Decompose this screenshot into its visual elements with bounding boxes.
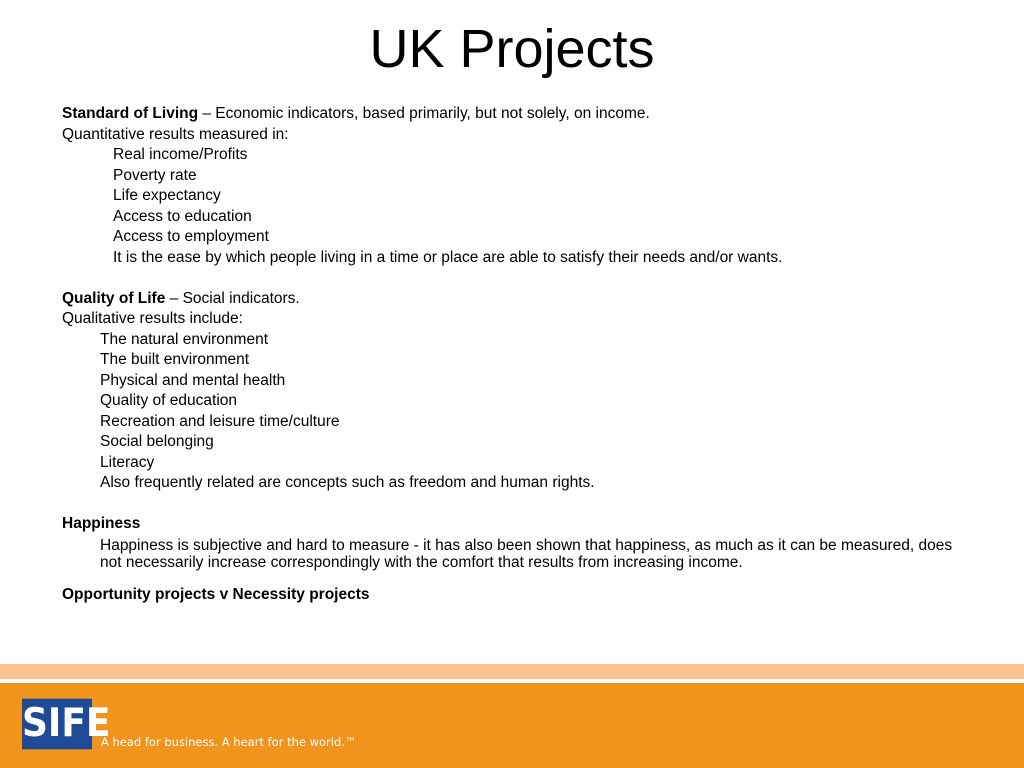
opportunity-line <box>62 585 962 606</box>
list-item: Real income/Profits <box>113 146 248 163</box>
footer-band <box>0 683 1024 768</box>
quality-of-life-heading: Quality of Life <box>62 289 166 307</box>
footer-stripe <box>0 664 1024 679</box>
standard-of-living-line <box>62 104 962 125</box>
qualitative-label: Qualitative results include: <box>62 310 243 327</box>
sife-logo: SIFE <box>22 699 92 750</box>
opportunity-heading: Opportunity projects v Necessity projects <box>62 585 370 603</box>
standard-of-living-description: – Economic indicators, based primarily, but not solely, on income. <box>198 105 650 122</box>
footer-tagline: A head for business. A heart for the world.™ <box>101 735 357 749</box>
list-item: Life expectancy <box>113 187 221 204</box>
quantitative-label: Quantitative results measured in: <box>62 125 289 143</box>
list-item: Poverty rate <box>113 166 197 184</box>
list-item: The built environment <box>100 351 250 368</box>
quality-of-life-line <box>62 289 962 310</box>
list-item: It is the ease by which people living in a time or place are able to satisfy their needs and/or wants. <box>113 248 783 266</box>
list-item: Also frequently related are concepts such as freedom and human rights. <box>100 474 595 491</box>
quality-of-life-description: – Social indicators. <box>165 289 300 307</box>
list-item: Recreation and leisure time/culture <box>100 412 340 430</box>
happiness-text: Happiness is subjective and hard to measure - it has also been shown that happiness, as much as it can be measured, does not necessarily increase correspondingly with the comfort that results from increasing income. <box>100 536 953 571</box>
list-item: Quality of education <box>100 392 238 409</box>
list-item: Literacy <box>100 453 155 471</box>
list-item: Social belonging <box>100 433 214 450</box>
spacer <box>62 494 962 515</box>
list-item: Physical and mental health <box>100 371 286 389</box>
list-item: The natural environment <box>100 330 269 348</box>
spacer <box>62 571 962 585</box>
happiness-line <box>62 514 962 535</box>
standard-of-living-heading: Standard of Living <box>62 105 199 122</box>
slide-title: UK Projects <box>369 19 655 79</box>
list-item: Access to employment <box>113 228 269 245</box>
spacer <box>62 268 962 289</box>
happiness-heading: Happiness <box>62 515 141 532</box>
slide-body <box>62 104 962 605</box>
list-item: Access to education <box>113 207 252 225</box>
